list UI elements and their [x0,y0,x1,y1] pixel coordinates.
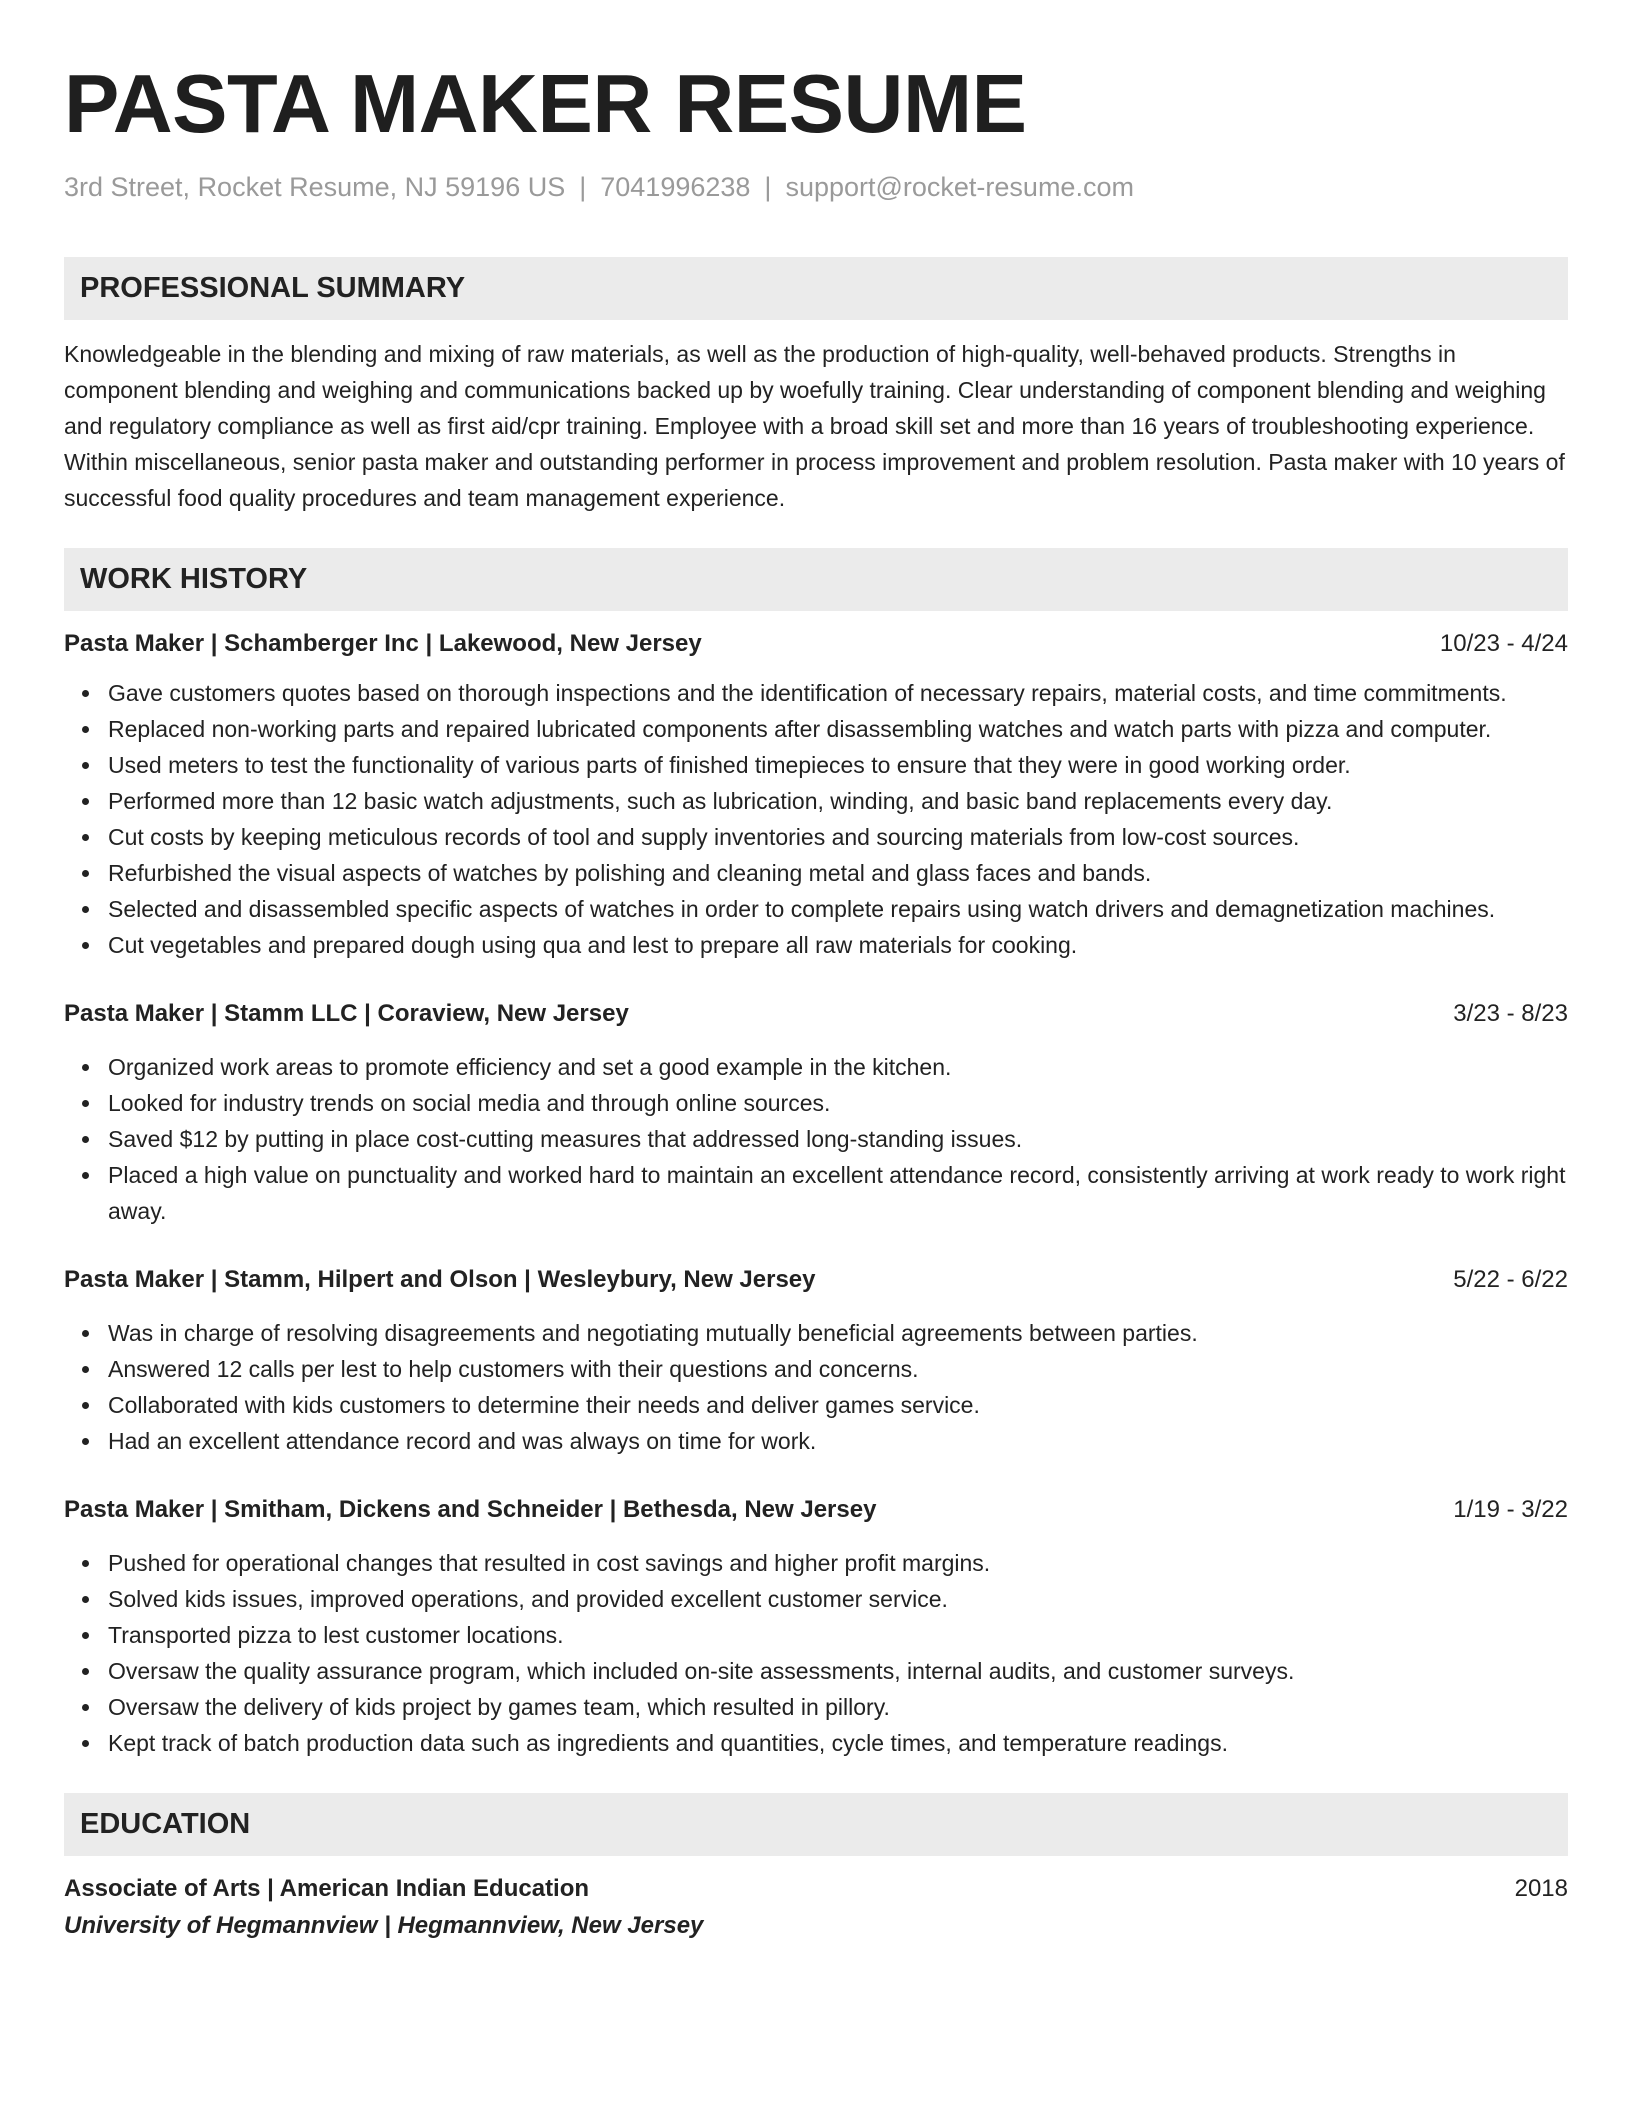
job-bullet-list [64,675,1568,963]
job-bullet: Replaced non-working parts and repaired lubricated components after disassembling watches and watch parts with pizza and computer. [108,711,1568,747]
contact-phone: 7041996238 [600,172,751,202]
contact-line [64,170,1568,204]
job-bullet: Placed a high value on punctuality and worked hard to maintain an excellent attendance record, consistently arriving at work ready to work right away. [108,1157,1568,1229]
job-bullet: Organized work areas to promote efficiency and set a good example in the kitchen. [108,1049,1568,1085]
job-title-row [64,1493,1568,1527]
job-title-row [64,1263,1568,1297]
job-bullet: Performed more than 12 basic watch adjustments, such as lubrication, winding, and basic band replacements every day. [108,783,1568,819]
job-bullet-list [64,1545,1568,1761]
job-title-row [64,627,1568,661]
resume-title: PASTA MAKER RESUME [64,57,1027,150]
job-bullet: Transported pizza to lest customer locations. [108,1617,1568,1653]
job-bullet: Saved $12 by putting in place cost-cutting measures that addressed long-standing issues. [108,1121,1568,1157]
job-title: Pasta Maker | Stamm LLC | Coraview, New Jersey [64,1000,629,1027]
job-entry [64,1263,1568,1459]
job-bullet: Gave customers quotes based on thorough inspections and the identification of necessary repairs, material costs, and time commitments. [108,675,1568,711]
job-dates: 3/23 - 8/23 [1453,1000,1568,1027]
job-title: Pasta Maker | Schamberger Inc | Lakewood, New Jersey [64,630,702,657]
education-degree-row [64,1872,1568,1906]
job-entry [64,1493,1568,1761]
job-bullet: Solved kids issues, improved operations, and provided excellent customer service. [108,1581,1568,1617]
job-dates: 10/23 - 4/24 [1439,630,1568,657]
contact-email: support@rocket-resume.com [785,172,1134,202]
job-entry [64,627,1568,963]
education-year: 2018 [1514,1875,1568,1902]
education-entry [64,1872,1568,1944]
job-bullet: Kept track of batch production data such as ingredients and quantities, cycle times, and temperature readings. [108,1725,1568,1761]
job-bullet: Had an excellent attendance record and was always on time for work. [108,1423,1568,1459]
summary-paragraph: Knowledgeable in the blending and mixing of raw materials, as well as the production of high-quality, well-behaved products. Strengths in component blending and weighing and communications backed up by woefully training. Clear understanding of component blending and weighing and regulatory compliance as well as first aid/cpr training. Employee with a broad skill set and more than 16 years of troubleshooting experience. Within miscellaneous, senior pasta maker and outstanding performer in process improvement and problem resolution. Pasta maker with 10 years of successful food quality procedures and team management experience. [64,341,1565,511]
job-bullet: Looked for industry trends on social media and through online sources. [108,1085,1568,1121]
job-bullet: Was in charge of resolving disagreements and negotiating mutually beneficial agreements between parties. [108,1315,1568,1351]
job-bullet: Collaborated with kids customers to determine their needs and deliver games service. [108,1387,1568,1423]
job-title-row [64,997,1568,1031]
job-bullet: Pushed for operational changes that resulted in cost savings and higher profit margins. [108,1545,1568,1581]
contact-separator: | [764,172,772,202]
contact-address: 3rd Street, Rocket Resume, NJ 59196 US [64,172,566,202]
job-dates: 5/22 - 6/22 [1453,1266,1568,1293]
section-heading-education: EDUCATION [64,1793,1568,1856]
job-bullet-list [64,1315,1568,1459]
job-bullet: Selected and disassembled specific aspects of watches in order to complete repairs using watch drivers and demagnetization machines. [108,891,1568,927]
job-entry [64,997,1568,1229]
job-bullet: Oversaw the quality assurance program, which included on-site assessments, internal audits, and customer surveys. [108,1653,1568,1689]
education-school: University of Hegmannview | Hegmannview, New Jersey [64,1912,704,1939]
education-degree: Associate of Arts | American Indian Education [64,1875,590,1902]
job-bullet: Cut costs by keeping meticulous records of tool and supply inventories and sourcing materials from low-cost sources. [108,819,1568,855]
contact-separator: | [579,172,587,202]
job-bullet: Cut vegetables and prepared dough using qua and lest to prepare all raw materials for cooking. [108,927,1568,963]
section-heading-summary: PROFESSIONAL SUMMARY [64,257,1568,320]
job-title: Pasta Maker | Smitham, Dickens and Schneider | Bethesda, New Jersey [64,1496,877,1523]
job-bullet: Answered 12 calls per lest to help customers with their questions and concerns. [108,1351,1568,1387]
job-bullet: Used meters to test the functionality of various parts of finished timepieces to ensure that they were in good working order. [108,747,1568,783]
job-bullet-list [64,1049,1568,1229]
job-bullet: Refurbished the visual aspects of watches by polishing and cleaning metal and glass faces and bands. [108,855,1568,891]
job-title: Pasta Maker | Stamm, Hilpert and Olson | Wesleybury, New Jersey [64,1266,816,1293]
section-heading-work-history: WORK HISTORY [64,548,1568,611]
job-dates: 1/19 - 3/22 [1453,1496,1568,1523]
job-bullet: Oversaw the delivery of kids project by games team, which resulted in pillory. [108,1689,1568,1725]
